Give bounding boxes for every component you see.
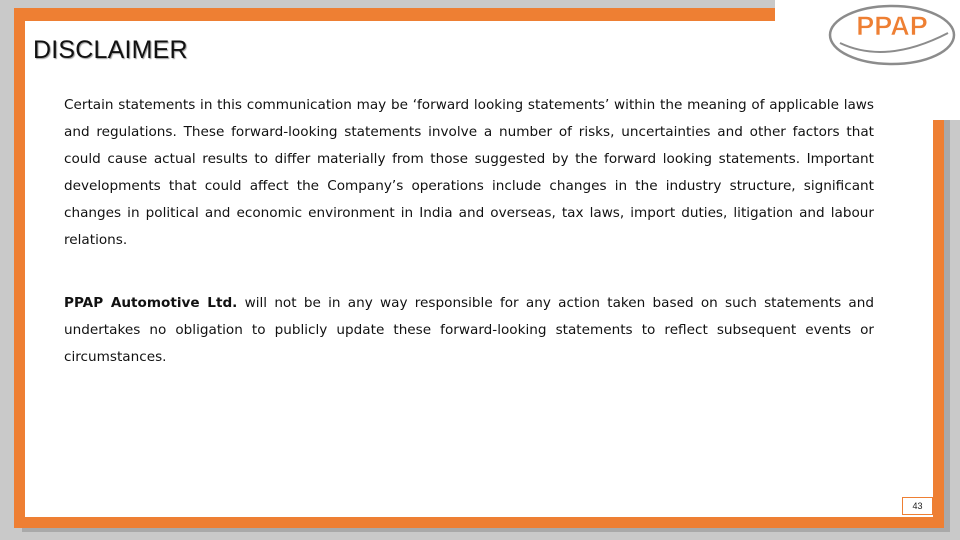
page-number: 43 [902,497,933,515]
disclaimer-body [64,92,874,371]
slide-title: DISCLAIMER [33,36,188,64]
disclaimer-paragraph-2 [64,290,874,371]
ppap-logo [826,3,958,67]
logo-text: PPAP [856,11,928,41]
company-name: PPAP Automotive Ltd. [64,295,238,311]
disclaimer-paragraph-2-text: will not be in any way responsible for any action taken based on such statements and undertakes no obligation to publicly update these forward-looking statements to reflect subsequent events or circumstances. [64,295,874,365]
disclaimer-paragraph-1: Certain statements in this communication may be ‘forward looking statements’ within the meaning of applicable laws and regulations. These forward-looking statements involve a number of risks, uncertainties and other factors that could cause actual results to differ materially from those suggested by the forward looking statements. Important developments that could affect the Company’s operations include changes in the industry structure, significant changes in political and economic environment in India and overseas, tax laws, import duties, litigation and labour relations. [64,97,874,248]
